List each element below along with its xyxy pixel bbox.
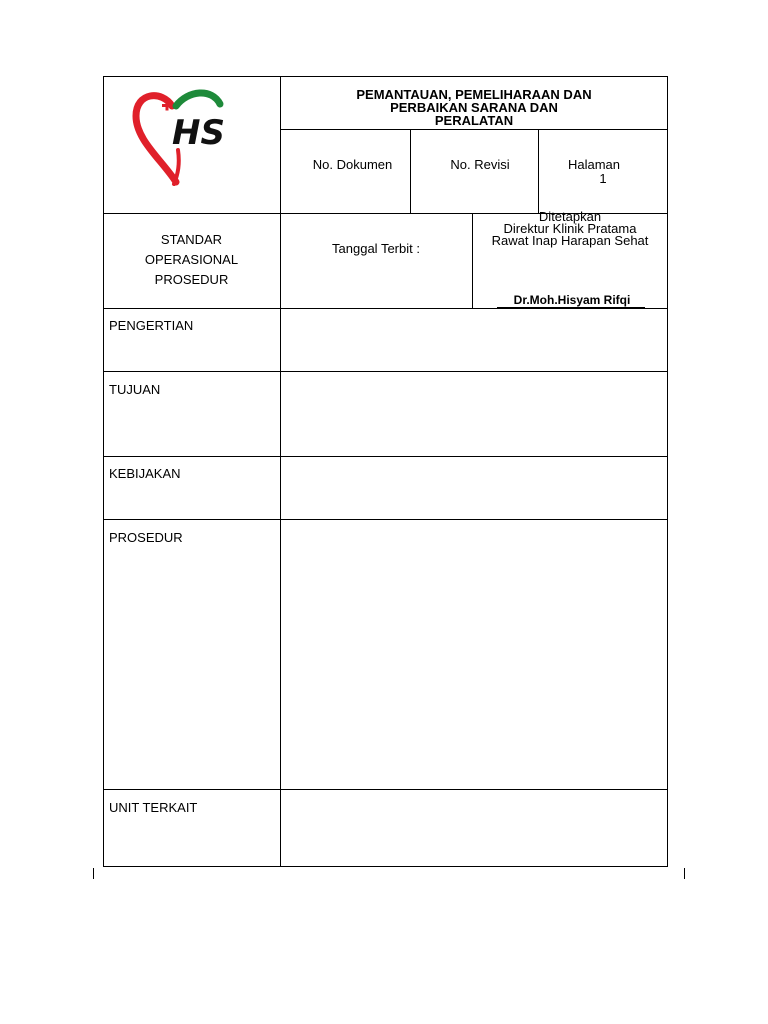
kebijakan-row-bottom [103,519,668,520]
page-corner-mark-left [93,868,94,879]
svg-text:HS: HS [172,113,225,153]
document-title-line-1: PEMANTAUAN, PEMELIHARAAN DAN [356,87,592,102]
no-revisi-label: No. Revisi [450,157,510,172]
prosedur-label: PROSEDUR [109,530,183,545]
heart-hs-logo-icon [132,88,244,186]
tujuan-label: TUJUAN [109,382,161,397]
table-border-left [103,76,104,867]
halaman-label: Halaman [567,157,621,172]
page-corner-mark-right [684,868,685,879]
table-border-top [103,76,668,77]
tujuan-row-bottom [103,456,668,457]
direktur-line-1: Direktur Klinik Pratama [503,221,637,236]
direktur-line-2: Rawat Inap Harapan Sehat [491,233,649,248]
prosedur-row-bottom [103,789,668,790]
sop-label-line-1: STANDAR [160,232,223,247]
kebijakan-label: KEBIJAKAN [109,466,181,481]
sop-label-line-3: PROSEDUR [154,272,229,287]
pengertian-row-bottom [103,371,668,372]
halaman-value: 1 [599,171,607,186]
clinic-logo [132,88,244,186]
table-border-bottom [103,866,668,867]
ditetapkan-label: Ditetapkan [538,209,602,224]
no-dokumen-label: No. Dokumen [312,157,393,172]
signatory-name: Dr.Moh.Hisyam Rifqi [513,293,631,307]
document-title-line-2: PERBAIKAN SARANA DAN [390,100,558,115]
sop-label-line-2: OPERASIONAL [144,252,239,267]
unit-terkait-label: UNIT TERKAIT [109,800,198,815]
tanggal-terbit-label: Tanggal Terbit : [332,241,420,256]
sop-row-bottom [103,308,668,309]
title-row-divider [280,129,668,130]
table-border-right [667,76,668,867]
left-column-divider [280,76,281,867]
document-title-line-3: PERALATAN [434,113,514,128]
pengertian-label: PENGERTIAN [109,318,194,333]
